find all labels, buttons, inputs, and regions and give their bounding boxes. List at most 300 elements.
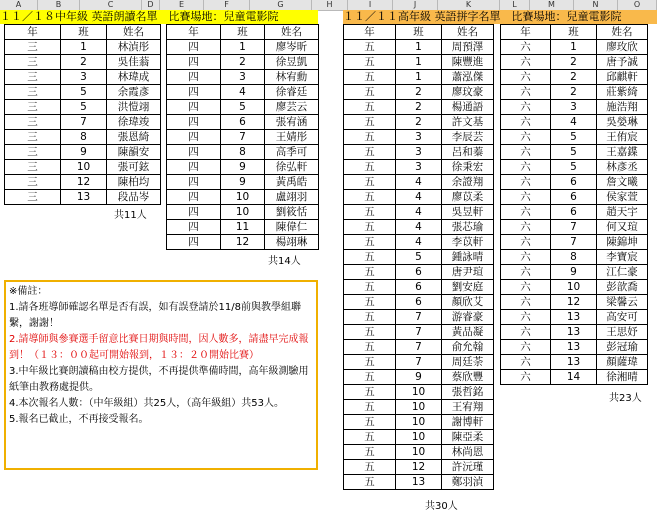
name-cell[interactable]: 林彥丞 <box>597 160 648 175</box>
name-cell[interactable]: 徐睿廷 <box>265 85 319 100</box>
table-row <box>167 220 319 235</box>
name-cell[interactable]: 周廷荼 <box>442 355 494 370</box>
name-cell[interactable]: 黃禹皓 <box>265 175 319 190</box>
class-cell[interactable]: 11 <box>221 220 265 235</box>
name-cell[interactable]: 邱麒軒 <box>597 70 648 85</box>
name-cell[interactable]: 廖芸云 <box>265 100 319 115</box>
name-cell[interactable]: 陳偉仁 <box>265 220 319 235</box>
column-header-l[interactable]: L <box>500 0 530 10</box>
class-cell[interactable]: 10 <box>61 160 107 175</box>
name-header[interactable]: 姓名 <box>597 25 648 40</box>
grade-cell[interactable]: 五 <box>344 160 396 175</box>
grade-cell[interactable]: 六 <box>501 295 551 310</box>
table-row <box>344 400 494 415</box>
class-cell[interactable]: 4 <box>396 220 442 235</box>
name-cell[interactable]: 高季可 <box>265 145 319 160</box>
class-cell[interactable]: 3 <box>551 100 597 115</box>
table-row <box>167 130 319 145</box>
table-row <box>501 340 648 355</box>
class-cell[interactable]: 7 <box>396 355 442 370</box>
grade-cell[interactable]: 六 <box>501 265 551 280</box>
grade-cell[interactable]: 四 <box>167 40 221 55</box>
name-cell[interactable]: 黃品凝 <box>442 325 494 340</box>
name-cell[interactable]: 陳豐進 <box>442 55 494 70</box>
name-cell[interactable]: 何又瑄 <box>597 220 648 235</box>
class-cell[interactable]: 6 <box>396 265 442 280</box>
class-cell[interactable]: 3 <box>221 70 265 85</box>
grade-cell[interactable]: 五 <box>344 220 396 235</box>
table-row <box>344 415 494 430</box>
class-cell[interactable]: 2 <box>551 55 597 70</box>
class-cell[interactable]: 5 <box>551 145 597 160</box>
class-cell[interactable]: 9 <box>221 175 265 190</box>
grade-header[interactable]: 年 <box>501 25 551 40</box>
class-cell[interactable]: 2 <box>551 70 597 85</box>
class-cell[interactable]: 5 <box>221 100 265 115</box>
grade-cell[interactable]: 四 <box>167 145 221 160</box>
name-cell[interactable]: 謝博軒 <box>442 415 494 430</box>
grade-cell[interactable]: 五 <box>344 370 396 385</box>
class-cell[interactable]: 5 <box>61 85 107 100</box>
table-row <box>344 145 494 160</box>
name-cell[interactable]: 徐瑋竣 <box>107 115 161 130</box>
name-cell[interactable]: 王思妤 <box>597 325 648 340</box>
name-cell[interactable]: 楊翊琳 <box>265 235 319 250</box>
name-cell[interactable]: 張芯瑜 <box>442 220 494 235</box>
grade-cell[interactable]: 三 <box>5 85 61 100</box>
name-cell[interactable]: 徐弘軒 <box>265 160 319 175</box>
name-cell[interactable]: 蔡欣豐 <box>442 370 494 385</box>
table-row <box>344 370 494 385</box>
note-line-4: 4.本次報名人數：（中年級組）共25人，（高年級組）共53人。 <box>9 398 284 409</box>
table-row <box>344 355 494 370</box>
name-cell[interactable]: 俞允翰 <box>442 340 494 355</box>
name-cell[interactable]: 趙天宇 <box>597 205 648 220</box>
name-cell[interactable]: 李寶宸 <box>597 250 648 265</box>
table-row <box>501 370 648 385</box>
class-cell[interactable]: 1 <box>221 40 265 55</box>
name-cell[interactable]: 王婧彤 <box>265 130 319 145</box>
table-row <box>5 100 161 115</box>
grade-cell[interactable]: 六 <box>501 40 551 55</box>
table-row <box>5 85 161 100</box>
name-cell[interactable]: 吳嫈琳 <box>597 115 648 130</box>
grade-cell[interactable]: 五 <box>344 295 396 310</box>
name-cell[interactable]: 林瑋成 <box>107 70 161 85</box>
class-cell[interactable]: 5 <box>551 160 597 175</box>
grade-cell[interactable]: 五 <box>344 280 396 295</box>
grade-cell[interactable]: 四 <box>167 190 221 205</box>
class-cell[interactable]: 12 <box>61 175 107 190</box>
name-cell[interactable]: 張恩綺 <box>107 130 161 145</box>
name-cell[interactable]: 鍾詠晴 <box>442 250 494 265</box>
name-cell[interactable]: 徐昱凱 <box>265 55 319 70</box>
table-row <box>344 190 494 205</box>
grade-cell[interactable]: 六 <box>501 115 551 130</box>
class-cell[interactable]: 9 <box>396 370 442 385</box>
table-row <box>167 190 319 205</box>
column-header-d[interactable]: D <box>142 0 160 10</box>
class-cell[interactable]: 7 <box>551 235 597 250</box>
class-cell[interactable]: 6 <box>396 295 442 310</box>
grade-cell[interactable]: 三 <box>5 115 61 130</box>
name-cell[interactable]: 彭冠瑜 <box>597 340 648 355</box>
name-header[interactable]: 姓名 <box>265 25 319 40</box>
class-cell[interactable]: 6 <box>396 280 442 295</box>
grade-cell[interactable]: 三 <box>5 70 61 85</box>
grade-cell[interactable]: 三 <box>5 55 61 70</box>
grade-header[interactable]: 年 <box>5 25 61 40</box>
column-header-b[interactable]: B <box>38 0 80 10</box>
name-cell[interactable]: 廖玟豪 <box>442 85 494 100</box>
class-cell[interactable]: 12 <box>221 235 265 250</box>
class-cell[interactable]: 6 <box>551 190 597 205</box>
name-cell[interactable]: 余霞彥 <box>107 85 161 100</box>
grade-cell[interactable]: 六 <box>501 220 551 235</box>
class-cell[interactable]: 10 <box>396 415 442 430</box>
grade-cell[interactable]: 六 <box>501 310 551 325</box>
grade-cell[interactable]: 四 <box>167 160 221 175</box>
grade-cell[interactable]: 六 <box>501 100 551 115</box>
class-cell[interactable]: 7 <box>396 340 442 355</box>
column-header-m[interactable]: M <box>530 0 574 10</box>
column-header-g[interactable]: G <box>250 0 312 10</box>
class-cell[interactable]: 1 <box>61 40 107 55</box>
grade-cell[interactable]: 五 <box>344 55 396 70</box>
grade-cell[interactable]: 六 <box>501 355 551 370</box>
name-cell[interactable]: 莊紫綺 <box>597 85 648 100</box>
grade-cell[interactable]: 六 <box>501 190 551 205</box>
table-row <box>501 190 648 205</box>
name-header[interactable]: 姓名 <box>107 25 161 40</box>
class-header[interactable]: 班 <box>61 25 107 40</box>
class-cell[interactable]: 3 <box>396 145 442 160</box>
grade-cell[interactable]: 五 <box>344 415 396 430</box>
name-cell[interactable]: 劉安庭 <box>442 280 494 295</box>
name-cell[interactable]: 吳佳蓊 <box>107 55 161 70</box>
table-row <box>5 175 161 190</box>
name-cell[interactable]: 王嘉鍱 <box>597 145 648 160</box>
grade-cell[interactable]: 六 <box>501 370 551 385</box>
grade-cell[interactable]: 五 <box>344 40 396 55</box>
class-cell[interactable]: 7 <box>396 325 442 340</box>
name-cell[interactable]: 梁馨云 <box>597 295 648 310</box>
grade-cell[interactable]: 三 <box>5 175 61 190</box>
note-line-5: 5.報名已截止，不再接受報名。 <box>9 414 149 425</box>
column-header-i[interactable]: I <box>348 0 393 10</box>
grade-cell[interactable]: 五 <box>344 190 396 205</box>
class-cell[interactable]: 4 <box>396 190 442 205</box>
class-cell[interactable]: 9 <box>551 265 597 280</box>
grade-cell[interactable]: 三 <box>5 160 61 175</box>
grade-cell[interactable]: 六 <box>501 235 551 250</box>
class-cell[interactable]: 13 <box>396 475 442 490</box>
name-cell[interactable]: 陳柏均 <box>107 175 161 190</box>
table-row <box>344 430 494 445</box>
table-row <box>501 175 648 190</box>
table-row <box>344 310 494 325</box>
class-cell[interactable]: 10 <box>396 445 442 460</box>
table-row <box>344 70 494 85</box>
class-cell[interactable]: 13 <box>551 340 597 355</box>
name-cell[interactable]: 許沅瑾 <box>442 460 494 475</box>
name-cell[interactable]: 段品岑 <box>107 190 161 205</box>
grade-cell[interactable]: 三 <box>5 190 61 205</box>
class-cell[interactable]: 4 <box>396 235 442 250</box>
grade-cell[interactable]: 五 <box>344 475 396 490</box>
grade-cell[interactable]: 三 <box>5 40 61 55</box>
name-cell[interactable]: 廖玫欣 <box>597 40 648 55</box>
class-cell[interactable]: 10 <box>396 385 442 400</box>
name-cell[interactable]: 呂和蓁 <box>442 145 494 160</box>
column-header-f[interactable]: F <box>204 0 250 10</box>
class-cell[interactable]: 5 <box>61 100 107 115</box>
class-cell[interactable]: 10 <box>396 400 442 415</box>
grade-cell[interactable]: 三 <box>5 145 61 160</box>
class-cell[interactable]: 6 <box>551 205 597 220</box>
column-header-k[interactable]: K <box>438 0 500 10</box>
class-cell[interactable]: 10 <box>221 190 265 205</box>
class-cell[interactable]: 1 <box>396 55 442 70</box>
name-cell[interactable]: 余證翔 <box>442 175 494 190</box>
class-cell[interactable]: 6 <box>221 115 265 130</box>
grade-cell[interactable]: 五 <box>344 355 396 370</box>
class-cell[interactable]: 7 <box>551 220 597 235</box>
grade-cell[interactable]: 六 <box>501 70 551 85</box>
class-cell[interactable]: 4 <box>221 85 265 100</box>
grade-cell[interactable]: 四 <box>167 175 221 190</box>
grade-cell[interactable]: 五 <box>344 85 396 100</box>
name-cell[interactable]: 王宥翔 <box>442 400 494 415</box>
name-cell[interactable]: 侯家萱 <box>597 190 648 205</box>
grade-cell[interactable]: 四 <box>167 55 221 70</box>
name-cell[interactable]: 盧翊羽 <box>265 190 319 205</box>
grade-cell[interactable]: 六 <box>501 145 551 160</box>
grade-cell[interactable]: 六 <box>501 325 551 340</box>
class-cell[interactable]: 13 <box>551 310 597 325</box>
class-cell[interactable]: 5 <box>396 250 442 265</box>
name-cell[interactable]: 蕭泓傑 <box>442 70 494 85</box>
name-cell[interactable]: 吳昱軒 <box>442 205 494 220</box>
table-row <box>344 220 494 235</box>
table-row <box>344 85 494 100</box>
class-cell[interactable]: 2 <box>396 115 442 130</box>
name-cell[interactable]: 王侑宸 <box>597 130 648 145</box>
class-cell[interactable]: 8 <box>61 130 107 145</box>
grade-cell[interactable]: 四 <box>167 220 221 235</box>
class-cell[interactable]: 7 <box>61 115 107 130</box>
class-cell[interactable]: 10 <box>221 205 265 220</box>
table-row <box>344 385 494 400</box>
class-cell[interactable]: 1 <box>396 70 442 85</box>
table-row <box>344 40 494 55</box>
name-cell[interactable]: 游睿豪 <box>442 310 494 325</box>
class-header[interactable]: 班 <box>221 25 265 40</box>
class-cell[interactable]: 6 <box>551 175 597 190</box>
name-cell[interactable]: 徐湘晴 <box>597 370 648 385</box>
class-cell[interactable]: 5 <box>551 130 597 145</box>
class-cell[interactable]: 9 <box>221 160 265 175</box>
column-header-o[interactable]: O <box>618 0 657 10</box>
class-cell[interactable]: 3 <box>61 70 107 85</box>
class-cell[interactable]: 14 <box>551 370 597 385</box>
name-cell[interactable]: 周預澤 <box>442 40 494 55</box>
grade-cell[interactable]: 五 <box>344 100 396 115</box>
class-cell[interactable]: 9 <box>61 145 107 160</box>
grade-cell[interactable]: 六 <box>501 55 551 70</box>
grade-cell[interactable]: 五 <box>344 175 396 190</box>
name-cell[interactable]: 李苡軒 <box>442 235 494 250</box>
class-cell[interactable]: 4 <box>396 175 442 190</box>
total-grade4: 共14人 <box>268 256 301 267</box>
grade-cell[interactable]: 五 <box>344 400 396 415</box>
grade-cell[interactable]: 五 <box>344 250 396 265</box>
class-cell[interactable]: 13 <box>551 325 597 340</box>
grade-cell[interactable]: 四 <box>167 205 221 220</box>
table-row <box>5 145 161 160</box>
grade-cell[interactable]: 五 <box>344 145 396 160</box>
name-header[interactable]: 姓名 <box>442 25 494 40</box>
name-cell[interactable]: 張宥涵 <box>265 115 319 130</box>
grade-header[interactable]: 年 <box>344 25 396 40</box>
name-cell[interactable]: 施浩翔 <box>597 100 648 115</box>
name-cell[interactable]: 張哲銘 <box>442 385 494 400</box>
grade-cell[interactable]: 五 <box>344 325 396 340</box>
name-cell[interactable]: 陳韻安 <box>107 145 161 160</box>
class-cell[interactable]: 2 <box>396 100 442 115</box>
class-cell[interactable]: 1 <box>551 40 597 55</box>
name-cell[interactable]: 張可鉉 <box>107 160 161 175</box>
class-cell[interactable]: 13 <box>61 190 107 205</box>
table-row <box>501 55 648 70</box>
table-row <box>167 40 319 55</box>
roster-table-grade3 <box>4 24 161 205</box>
name-cell[interactable]: 劉筱恬 <box>265 205 319 220</box>
name-cell[interactable]: 許文基 <box>442 115 494 130</box>
grade-cell[interactable]: 五 <box>344 460 396 475</box>
table-row <box>501 205 648 220</box>
name-cell[interactable]: 唐予誠 <box>597 55 648 70</box>
class-cell[interactable]: 7 <box>396 310 442 325</box>
grade-cell[interactable]: 五 <box>344 205 396 220</box>
class-cell[interactable]: 2 <box>221 55 265 70</box>
name-cell[interactable]: 洪愷翊 <box>107 100 161 115</box>
class-cell[interactable]: 4 <box>396 205 442 220</box>
table-row <box>344 460 494 475</box>
grade-cell[interactable]: 五 <box>344 70 396 85</box>
grade-cell[interactable]: 四 <box>167 85 221 100</box>
grade-cell[interactable]: 五 <box>344 235 396 250</box>
class-cell[interactable]: 3 <box>396 130 442 145</box>
name-cell[interactable]: 林宥勳 <box>265 70 319 85</box>
total-grade3: 共11人 <box>114 210 147 221</box>
grade-cell[interactable]: 五 <box>344 310 396 325</box>
grade-cell[interactable]: 三 <box>5 100 61 115</box>
name-cell[interactable]: 陳亞柔 <box>442 430 494 445</box>
class-cell[interactable]: 12 <box>551 295 597 310</box>
grade-cell[interactable]: 四 <box>167 235 221 250</box>
class-cell[interactable]: 3 <box>396 160 442 175</box>
grade-cell[interactable]: 六 <box>501 250 551 265</box>
class-cell[interactable]: 12 <box>396 460 442 475</box>
grade-cell[interactable]: 五 <box>344 430 396 445</box>
name-cell[interactable]: 顏薩瑋 <box>597 355 648 370</box>
column-header-j[interactable]: J <box>393 0 438 10</box>
name-cell[interactable]: 廖苡柔 <box>442 190 494 205</box>
grade-cell[interactable]: 四 <box>167 100 221 115</box>
grade-cell[interactable]: 五 <box>344 265 396 280</box>
column-header-h[interactable]: H <box>312 0 348 10</box>
grade-cell[interactable]: 六 <box>501 280 551 295</box>
name-cell[interactable]: 林湞彤 <box>107 40 161 55</box>
grade-cell[interactable]: 五 <box>344 385 396 400</box>
grade-cell[interactable]: 六 <box>501 130 551 145</box>
table-header-row <box>167 25 319 40</box>
column-header-e[interactable]: E <box>160 0 204 10</box>
name-cell[interactable]: 唐尹瑄 <box>442 265 494 280</box>
name-cell[interactable]: 鄭羽湞 <box>442 475 494 490</box>
column-header-c[interactable]: C <box>80 0 142 10</box>
class-cell[interactable]: 7 <box>221 130 265 145</box>
table-row <box>167 100 319 115</box>
grade-cell[interactable]: 四 <box>167 115 221 130</box>
grade-cell[interactable]: 六 <box>501 85 551 100</box>
name-cell[interactable]: 徐秉宏 <box>442 160 494 175</box>
class-header[interactable]: 班 <box>551 25 597 40</box>
grade-cell[interactable]: 三 <box>5 130 61 145</box>
column-header-n[interactable]: N <box>574 0 618 10</box>
name-cell[interactable]: 詹文曦 <box>597 175 648 190</box>
class-cell[interactable]: 2 <box>396 85 442 100</box>
grade-cell[interactable]: 六 <box>501 205 551 220</box>
grade-cell[interactable]: 五 <box>344 445 396 460</box>
grade-cell[interactable]: 五 <box>344 130 396 145</box>
class-header[interactable]: 班 <box>396 25 442 40</box>
name-cell[interactable]: 廖岑昕 <box>265 40 319 55</box>
name-cell[interactable]: 林尚恩 <box>442 445 494 460</box>
grade-cell[interactable]: 五 <box>344 115 396 130</box>
class-cell[interactable]: 10 <box>396 430 442 445</box>
grade-cell[interactable]: 五 <box>344 340 396 355</box>
name-cell[interactable]: 江仁豪 <box>597 265 648 280</box>
name-cell[interactable]: 高安可 <box>597 310 648 325</box>
table-row <box>501 100 648 115</box>
table-row <box>344 115 494 130</box>
class-cell[interactable]: 10 <box>551 280 597 295</box>
roster-table-grade6 <box>500 24 648 385</box>
grade-header[interactable]: 年 <box>167 25 221 40</box>
name-cell[interactable]: 顏欣艾 <box>442 295 494 310</box>
table-row <box>501 115 648 130</box>
name-cell[interactable]: 彭歆喬 <box>597 280 648 295</box>
class-cell[interactable]: 4 <box>551 115 597 130</box>
column-header-a[interactable]: A <box>0 0 38 10</box>
name-cell[interactable]: 楊通語 <box>442 100 494 115</box>
class-cell[interactable]: 2 <box>551 85 597 100</box>
class-cell[interactable]: 13 <box>551 355 597 370</box>
grade-cell[interactable]: 六 <box>501 340 551 355</box>
name-cell[interactable]: 李辰芸 <box>442 130 494 145</box>
class-cell[interactable]: 8 <box>221 145 265 160</box>
class-cell[interactable]: 1 <box>396 40 442 55</box>
grade-cell[interactable]: 六 <box>501 160 551 175</box>
name-cell[interactable]: 陳錦坤 <box>597 235 648 250</box>
grade-cell[interactable]: 四 <box>167 70 221 85</box>
grade-cell[interactable]: 六 <box>501 175 551 190</box>
grade-cell[interactable]: 四 <box>167 130 221 145</box>
class-cell[interactable]: 8 <box>551 250 597 265</box>
class-cell[interactable]: 2 <box>61 55 107 70</box>
